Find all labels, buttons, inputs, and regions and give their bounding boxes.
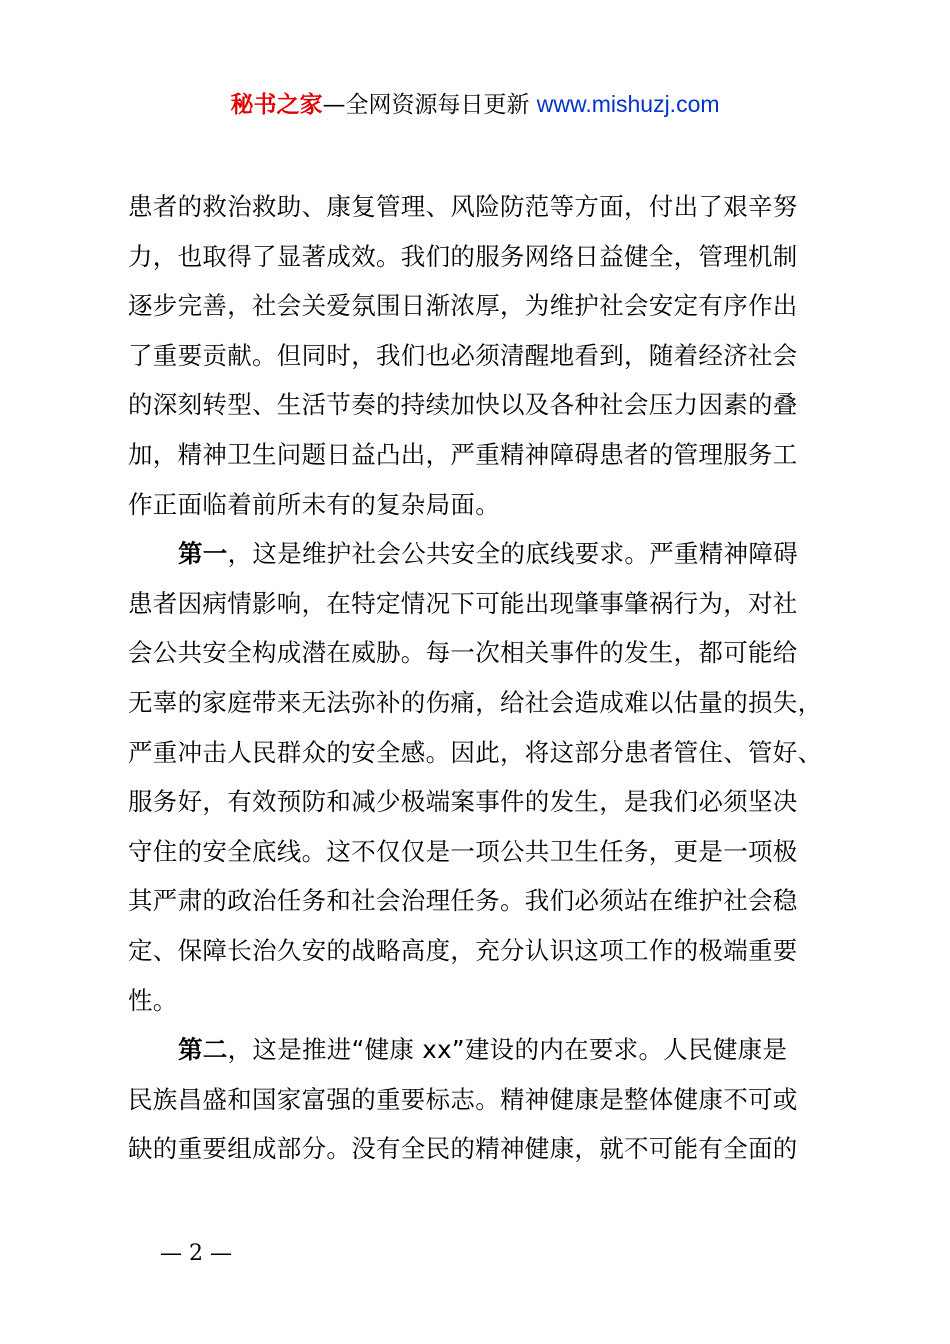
text-line: 缺的重要组成部分。没有全民的精神健康，就不可能有全面的 xyxy=(128,1134,798,1164)
text-line: 患者的救治救助、康复管理、风险防范等方面，付出了艰辛努 xyxy=(128,192,798,221)
text-line: 定、保障长治久安的战略高度，充分认识这项工作的极端重要 xyxy=(128,935,798,965)
paragraph-second-point xyxy=(128,1025,843,1174)
text-line xyxy=(128,529,843,579)
brand-name: 秘书之家 xyxy=(230,92,323,118)
text-line: 逐步完善，社会关爱氛围日渐浓厚，为维护社会安定有序作出 xyxy=(128,291,798,321)
point-text: ，这是推进“健康 xx”建设的内在要求。人民健康是 xyxy=(227,1035,788,1065)
text-line: 守住的安全底线。这不仅仅是一项公共卫生任务，更是一项极 xyxy=(128,836,798,866)
text-line: 性。 xyxy=(128,985,178,1015)
header-separator: — xyxy=(322,92,346,118)
text-line: 了重要贡献。但同时，我们也必须清醒地看到，随着经济社会 xyxy=(128,340,798,370)
text-line: 其严肃的政治任务和社会治理任务。我们必须站在维护社会稳 xyxy=(128,886,798,916)
text-line: 患者因病情影响，在特定情况下可能出现肇事肇祸行为，对社 xyxy=(128,588,798,618)
site-url-link[interactable]: www.mishuzj.com xyxy=(536,91,720,117)
point-heading: 第二 xyxy=(178,1035,228,1065)
paragraph-intro xyxy=(128,182,843,529)
text-line: 会公共安全构成潜在威胁。每一次相关事件的发生，都可能给 xyxy=(128,638,798,668)
point-text: ，这是维护社会公共安全的底线要求。严重精神障碍 xyxy=(227,539,799,569)
paragraph-first-point xyxy=(128,529,843,1025)
text-line: 无辜的家庭带来无法弥补的伤痛，给社会造成难以估量的损失， xyxy=(128,687,823,717)
text-line: 严重冲击人民群众的安全感。因此，将这部分患者管住、管好、 xyxy=(128,737,823,767)
text-line xyxy=(128,1025,843,1075)
text-line: 民族昌盛和国家富强的重要标志。精神健康是整体健康不可或 xyxy=(128,1084,798,1114)
text-line: 作正面临着前所未有的复杂局面。 xyxy=(128,489,500,519)
text-line: 力，也取得了显著成效。我们的服务网络日益健全，管理机制 xyxy=(128,241,798,271)
document-body xyxy=(128,182,843,1174)
header-tagline: 全网资源每日更新 xyxy=(345,92,537,118)
text-line: 加，精神卫生问题日益凸出，严重精神障碍患者的管理服务工 xyxy=(128,439,798,469)
page-number: — 2 — xyxy=(160,1241,232,1266)
point-heading: 第一 xyxy=(178,539,228,569)
text-line: 的深刻转型、生活节奏的持续加快以及各种社会压力因素的叠 xyxy=(128,390,798,420)
text-line: 服务好，有效预防和减少极端案事件的发生，是我们必须坚决 xyxy=(128,787,798,817)
site-header xyxy=(0,88,950,121)
